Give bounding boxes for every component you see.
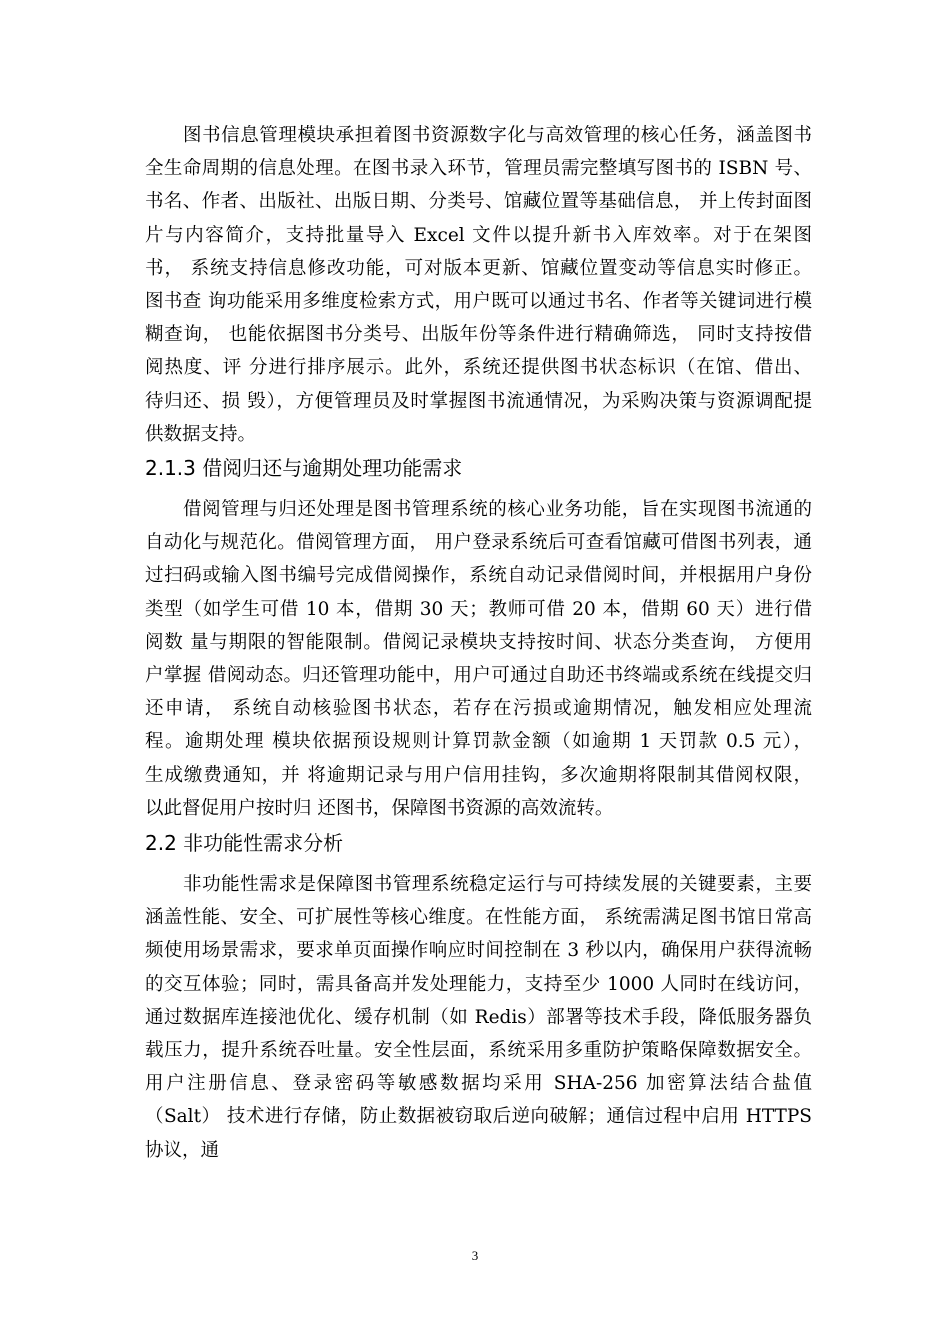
text-line: 片与内容简介，支持批量导入 Excel 文件以提升新书入库效率。对于在架图 (145, 224, 812, 246)
paragraph-borrow-return (145, 493, 812, 825)
page-number: 3 (471, 1248, 479, 1263)
text-line: 类型（如学生可借 10 本，借期 30 天；教师可借 20 本，借期 60 天）进行借 (145, 598, 812, 620)
text-line: 生成缴费通知，并 将逾期记录与用户信用挂钩，多次逾期将限制其借阅权限， (145, 764, 812, 786)
text-line: 通过数据库连接池优化、缓存机制（如 Redis）部署等技术手段，降低服务器负 (145, 1006, 812, 1028)
text-line: 供数据支持。 (145, 423, 257, 445)
text-line: 频使用场景需求，要求单页面操作响应时间控制在 3 秒以内，确保用户获得流畅 (145, 940, 812, 962)
text-line: 载压力，提升系统吞吐量。安全性层面，系统采用多重防护策略保障数据安全。 (145, 1039, 812, 1061)
paragraph-book-info-management (145, 119, 812, 451)
text-line: 还申请， 系统自动核验图书状态，若存在污损或逾期情况，触发相应处理流 (145, 698, 812, 720)
text-line: 糊查询， 也能依据图书分类号、出版年份等条件进行精确筛选， 同时支持按借 (145, 324, 812, 346)
text-line: 的交互体验；同时，需具备高并发处理能力，支持至少 1000 人同时在线访问， (145, 973, 812, 995)
text-line: 过扫码或输入图书编号完成借阅操作，系统自动记录借阅时间，并根据用户身份 (145, 565, 812, 587)
text-line: 涵盖性能、安全、可扩展性等核心维度。在性能方面， 系统需满足图书馆日常高 (145, 907, 812, 929)
text-line: （Salt） 技术进行存储，防止数据被窃取后逆向破解；通信过程中启用 HTTPS (145, 1106, 812, 1128)
text-line: 图书信息管理模块承担着图书资源数字化与高效管理的核心任务，涵盖图书 (183, 125, 812, 146)
text-line: 户掌握 借阅动态。归还管理功能中，用户可通过自助还书终端或系统在线提交归 (145, 664, 812, 686)
text-line: 阅热度、评 分进行排序展示。此外，系统还提供图书状态标识（在馆、借出、 (145, 357, 812, 379)
section-heading-2-2: 2.2 非功能性需求分析 (145, 831, 344, 855)
text-line: 图书查 询功能采用多维度检索方式，用户既可以通过书名、作者等关键词进行模 (145, 290, 812, 312)
text-line: 以此督促用户按时归 还图书，保障图书资源的高效流转。 (145, 797, 614, 819)
text-line: 待归还、损 毁），方便管理员及时掌握图书流通情况，为采购决策与资源调配提 (145, 390, 812, 412)
text-line: 阅数 量与期限的智能限制。借阅记录模块支持按时间、状态分类查询， 方便用 (145, 631, 812, 653)
text-line: 全生命周期的信息处理。在图书录入环节，管理员需完整填写图书的 ISBN 号、 (145, 158, 812, 180)
text-line: 自动化与规范化。借阅管理方面， 用户登录系统后可查看馆藏可借图书列表，通 (145, 532, 812, 554)
text-line: 非功能性需求是保障图书管理系统稳定运行与可持续发展的关键要素，主要 (183, 874, 812, 895)
text-line: 书名、作者、出版社、出版日期、分类号、馆藏位置等基础信息， 并上传封面图 (145, 191, 812, 213)
text-line: 书， 系统支持信息修改功能，可对版本更新、馆藏位置变动等信息实时修正。 (145, 257, 812, 279)
text-line: 借阅管理与归还处理是图书管理系统的核心业务功能，旨在实现图书流通的 (183, 499, 812, 520)
section-heading-2-1-3: 2.1.3 借阅归还与逾期处理功能需求 (145, 456, 463, 480)
text-line: 用户注册信息、登录密码等敏感数据均采用 SHA-256 加密算法结合盐值 (145, 1073, 812, 1095)
text-line: 协议，通 (145, 1139, 220, 1161)
paragraph-non-functional (145, 868, 812, 1167)
text-line: 程。逾期处理 模块依据预设规则计算罚款金额（如逾期 1 天罚款 0.5 元）， (145, 731, 812, 753)
